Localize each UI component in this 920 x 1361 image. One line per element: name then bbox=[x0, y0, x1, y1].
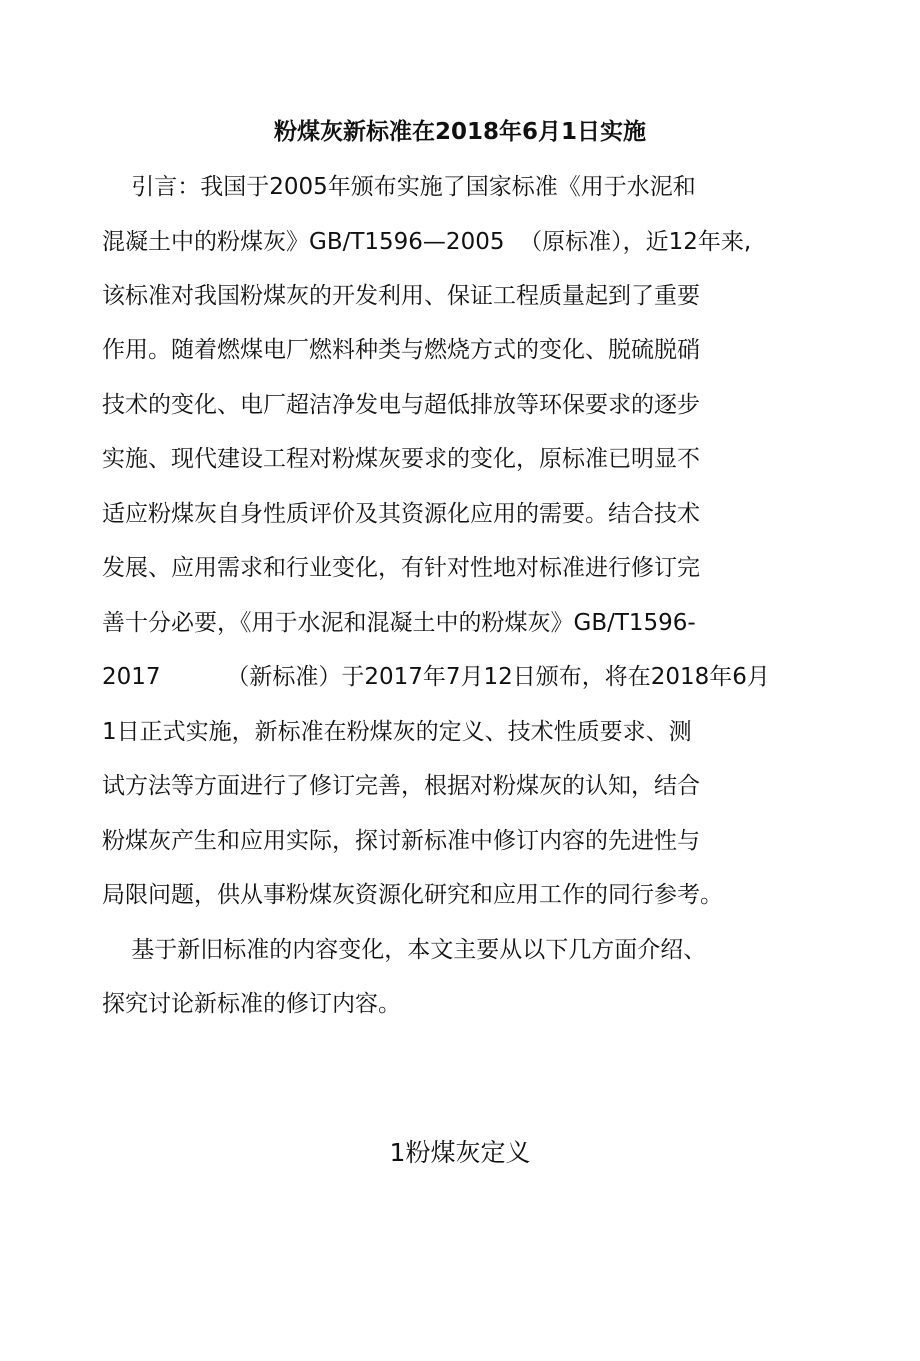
paragraph-line: 试方法等方面进行了修订完善，根据对粉煤灰的认知，结合 bbox=[102, 773, 700, 799]
paragraph-line: 2017 （新标准）于2017年7月12日颁布，将在2018年6月 bbox=[102, 664, 770, 690]
paragraph-line: 1日正式实施，新标准在粉煤灰的定义、技术性质要求、测 bbox=[102, 719, 692, 745]
paragraph-line: 发展、应用需求和行业变化，有针对性地对标准进行修订完 bbox=[102, 555, 700, 581]
paragraph-line: 作用。随着燃煤电厂燃料种类与燃烧方式的变化、脱硫脱硝 bbox=[102, 337, 700, 363]
paragraph-line: 实施、现代建设工程对粉煤灰要求的变化，原标准已明显不 bbox=[102, 446, 700, 472]
paragraph-line: 技术的变化、电厂超洁净发电与超低排放等环保要求的逐步 bbox=[102, 392, 700, 418]
paragraph-line: 探究讨论新标准的修订内容。 bbox=[102, 991, 401, 1017]
paragraph-line: 善十分必要，《用于水泥和混凝土中的粉煤灰》GB/T1596- bbox=[102, 610, 696, 636]
paragraph-line: 引言：我国于2005年颁布实施了国家标准《用于水泥和 bbox=[102, 174, 696, 200]
paragraph-line: 基于新旧标准的内容变化，本文主要从以下几方面介绍、 bbox=[102, 937, 707, 963]
section-heading: 1粉煤灰定义 bbox=[389, 1138, 531, 1167]
document-title: 粉煤灰新标准在2018年6月1日实施 bbox=[273, 119, 647, 145]
paragraph-line: 粉煤灰产生和应用实际，探讨新标准中修订内容的先进性与 bbox=[102, 828, 700, 854]
paragraph-line: 该标准对我国粉煤灰的开发利用、保证工程质量起到了重要 bbox=[102, 283, 700, 309]
paragraph-line: 适应粉煤灰自身性质评价及其资源化应用的需要。结合技术 bbox=[102, 501, 700, 527]
paragraph-line: 局限问题，供从事粉煤灰资源化研究和应用工作的同行参考。 bbox=[102, 882, 723, 908]
paragraph-line: 混凝土中的粉煤灰》GB/T1596—2005 （原标准），近12年来, bbox=[102, 229, 752, 255]
